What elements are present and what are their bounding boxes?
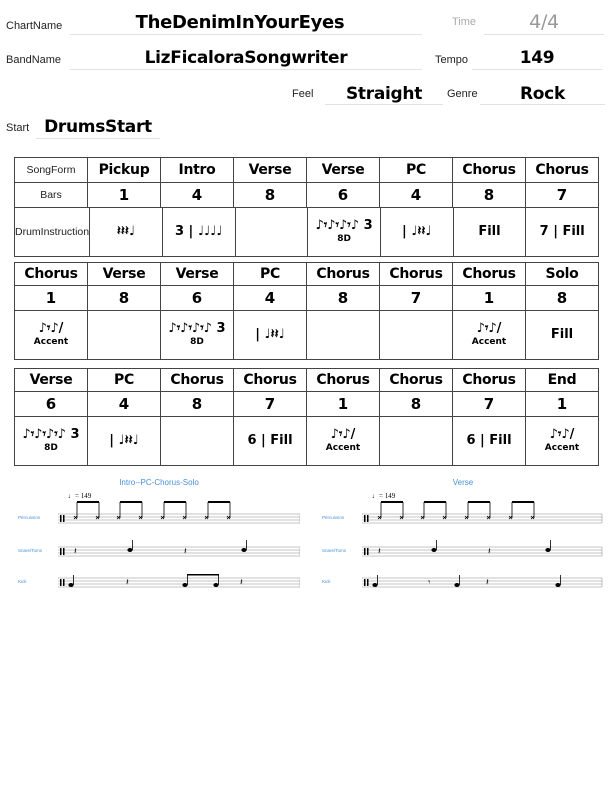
svg-text:𝄽: 𝄽 — [240, 578, 243, 588]
bars-cell[interactable]: 8 — [160, 392, 233, 416]
song-form-grid-block-1 — [14, 157, 599, 257]
section-cell[interactable]: Intro — [160, 158, 233, 182]
instruction-notation: 6 | Fill — [247, 432, 293, 448]
section-cell[interactable]: Chorus — [24, 266, 78, 282]
instruction-notation: ♪𝄾♪/ — [38, 321, 64, 337]
instruction-notation: 3 | ♩♩♩♩ — [174, 223, 223, 239]
instruction-notation: ♪𝄾♪/ — [476, 321, 502, 337]
section-cell[interactable]: Chorus — [379, 369, 452, 391]
staff-label-snare-toms: Snare/Toms — [322, 548, 347, 553]
staff-label-snare-toms: Snare/Toms — [18, 548, 43, 553]
bars-cell[interactable]: 7 — [452, 392, 525, 416]
instruction-notation: 6 | Fill — [466, 432, 512, 448]
instruction-notation: 7 | Fill — [539, 223, 585, 239]
section-cell[interactable]: Solo — [525, 263, 598, 285]
bars-cell[interactable]: 8 — [233, 183, 306, 207]
bars-cell[interactable]: 8 — [525, 286, 598, 310]
hihat-notes — [74, 502, 230, 519]
section-cell[interactable]: Chorus — [452, 263, 525, 285]
staff-lines — [362, 514, 602, 587]
section-cell[interactable]: Chorus — [525, 158, 598, 182]
instruction-cell[interactable] — [525, 208, 598, 256]
instruction-cell[interactable] — [306, 311, 379, 359]
song-form-row-label: SongForm — [26, 164, 76, 176]
song-form-row — [15, 369, 598, 391]
staff-lines — [58, 514, 300, 587]
svg-text:𝄽: 𝄽 — [488, 547, 491, 557]
time-label: Time — [452, 16, 477, 28]
instruction-notation: ♪𝄾♪/ — [549, 427, 575, 443]
drum-staff-svg — [18, 478, 300, 598]
bars-cell[interactable]: 6 — [45, 395, 57, 413]
bars-cell[interactable]: 1 — [452, 286, 525, 310]
section-cell[interactable]: Verse — [233, 158, 306, 182]
feel-underline — [325, 104, 443, 105]
instruction-cell[interactable] — [453, 208, 526, 256]
instruction-caption: 8D — [190, 337, 204, 348]
tempo-underline — [472, 69, 602, 70]
start-value[interactable]: DrumsStart — [44, 117, 152, 137]
instruction-notation: 𝄽𝄽𝄽♩ — [116, 223, 135, 239]
drum-score-left — [18, 478, 300, 598]
section-cell[interactable]: Verse — [87, 263, 160, 285]
section-cell[interactable]: PC — [379, 158, 452, 182]
start-underline — [36, 138, 160, 139]
instruction-notation: ♪𝄾♪𝄾♪𝄾♪ 3 — [168, 321, 226, 337]
instruction-cell[interactable] — [233, 311, 306, 359]
score-title-right: Verse — [452, 478, 474, 487]
chart-name-value[interactable]: TheDenimInYourEyes — [135, 12, 345, 33]
score-title-left: Intro--PC-Chorus-Solo — [119, 478, 199, 487]
instruction-caption: 8D — [337, 234, 351, 245]
instruction-cell[interactable] — [162, 208, 235, 256]
instruction-notation: | ♩𝄽𝄽♩ — [255, 326, 285, 342]
instruction-cell[interactable] — [87, 417, 160, 465]
band-name-label: BandName — [6, 54, 62, 66]
section-cell[interactable]: Chorus — [379, 263, 452, 285]
instruction-notation: ♪𝄾♪/ — [330, 427, 356, 443]
bars-cell[interactable]: 4 — [87, 392, 160, 416]
bars-cell[interactable]: 6 — [306, 183, 379, 207]
section-cell[interactable]: End — [525, 369, 598, 391]
bars-cell[interactable]: 4 — [379, 183, 452, 207]
svg-text:𝄽: 𝄽 — [486, 578, 489, 588]
instruction-cell[interactable] — [15, 417, 87, 465]
instruction-cell[interactable] — [379, 417, 452, 465]
section-cell[interactable]: Chorus — [452, 158, 525, 182]
staff-label-percussion: Percussion — [18, 515, 41, 520]
staff-label-kick: Kick — [322, 579, 331, 584]
instruction-cell[interactable] — [307, 208, 380, 256]
section-cell[interactable]: Chorus — [160, 369, 233, 391]
feel-value[interactable]: Straight — [345, 84, 423, 104]
band-name-value[interactable]: LizFicaloraSongwriter — [144, 48, 348, 68]
bars-row-label: Bars — [40, 189, 62, 201]
bars-cell[interactable]: 4 — [233, 286, 306, 310]
genre-underline — [480, 104, 605, 105]
section-cell[interactable]: Verse — [306, 158, 379, 182]
kick-notes — [372, 575, 560, 588]
svg-text:𝄽: 𝄽 — [378, 547, 381, 557]
instruction-caption: Accent — [471, 337, 507, 348]
section-cell[interactable]: Chorus — [233, 369, 306, 391]
instruction-notation: | ♩𝄽𝄽♩ — [402, 223, 432, 239]
svg-text:𝄾: 𝄾 — [428, 578, 431, 588]
tempo-value[interactable]: 149 — [519, 48, 555, 68]
time-value[interactable]: 4/4 — [529, 11, 559, 33]
tempo-label: Tempo — [435, 54, 469, 66]
bars-cell[interactable]: 6 — [160, 286, 233, 310]
section-cell[interactable]: Chorus — [452, 369, 525, 391]
instruction-caption: Accent — [33, 337, 69, 348]
bars-cell[interactable]: 7 — [525, 183, 598, 207]
drum-staff-svg — [322, 478, 604, 598]
instruction-cell[interactable] — [235, 208, 308, 256]
section-cell[interactable]: Pickup — [87, 158, 160, 182]
bars-cell[interactable]: 1 — [306, 392, 379, 416]
tempo-mark: ♩= 149 — [68, 492, 92, 500]
instruction-cell[interactable] — [160, 311, 233, 359]
section-cell[interactable]: PC — [87, 369, 160, 391]
svg-text:𝄽: 𝄽 — [126, 578, 129, 588]
instruction-notation: Fill — [478, 223, 501, 239]
bars-row — [15, 391, 598, 416]
instruction-cell[interactable] — [380, 208, 453, 256]
genre-label: Genre — [447, 88, 478, 100]
instruction-notation: ♪𝄾♪𝄾♪𝄾♪ 3 — [22, 427, 80, 443]
instruction-cell[interactable] — [15, 311, 87, 359]
song-form-row — [15, 263, 598, 285]
start-label: Start — [6, 122, 30, 134]
instruction-cell[interactable] — [233, 417, 306, 465]
instruction-notation: ♪𝄾♪𝄾♪𝄾♪ 3 — [315, 218, 373, 234]
bars-cell[interactable]: 8 — [452, 183, 525, 207]
bars-cell[interactable]: 1 — [87, 183, 160, 207]
instruction-caption: 8D — [44, 443, 58, 454]
instruction-cell[interactable] — [160, 417, 233, 465]
snare-notes — [378, 540, 551, 557]
bars-cell[interactable]: 7 — [379, 286, 452, 310]
song-form-grid-block-2 — [14, 262, 599, 360]
section-cell[interactable]: PC — [233, 263, 306, 285]
song-form-row — [15, 158, 598, 182]
bars-cell[interactable]: 4 — [160, 183, 233, 207]
instruction-cell[interactable] — [452, 417, 525, 465]
staff-label-percussion: Percussion — [322, 515, 345, 520]
clefs — [364, 515, 369, 586]
song-form-grid-block-3 — [14, 368, 599, 466]
drum-instruction-row — [15, 207, 598, 256]
bars-cell[interactable]: 1 — [525, 392, 598, 416]
section-cell[interactable]: Verse — [29, 372, 73, 388]
section-cell[interactable]: Chorus — [306, 369, 379, 391]
drum-instruction-row — [15, 310, 598, 359]
instruction-cell[interactable] — [306, 417, 379, 465]
instruction-caption: Accent — [544, 443, 580, 454]
band-name-underline — [70, 69, 422, 70]
drum-instruction-row — [15, 416, 598, 465]
section-cell[interactable]: Verse — [160, 263, 233, 285]
bars-cell[interactable]: 8 — [306, 286, 379, 310]
instruction-cell[interactable] — [87, 311, 160, 359]
clefs — [60, 515, 65, 586]
hihat-notes — [378, 502, 534, 519]
instruction-cell[interactable] — [379, 311, 452, 359]
instruction-caption: Accent — [325, 443, 361, 454]
instruction-cell[interactable] — [452, 311, 525, 359]
genre-value[interactable]: Rock — [520, 84, 565, 104]
bars-cell[interactable]: 1 — [45, 289, 57, 307]
instruction-cell[interactable] — [525, 311, 598, 359]
chart-name-label: ChartName — [6, 20, 63, 32]
snare-notes — [74, 540, 247, 557]
time-underline — [484, 34, 604, 35]
staff-label-kick: Kick — [18, 579, 27, 584]
chart-name-underline — [70, 34, 422, 35]
drum-score-right — [322, 478, 604, 598]
bars-row — [15, 285, 598, 310]
instruction-cell[interactable] — [525, 417, 598, 465]
bars-cell[interactable]: 8 — [87, 286, 160, 310]
instruction-notation: Fill — [550, 326, 574, 342]
drum-instruction-row-label: DrumInstruction — [15, 226, 90, 238]
tempo-mark: ♩= 149 — [372, 492, 396, 500]
bars-cell[interactable]: 8 — [379, 392, 452, 416]
feel-label: Feel — [292, 88, 314, 100]
instruction-notation: | ♩𝄽𝄽♩ — [109, 432, 139, 448]
instruction-cell[interactable] — [89, 208, 162, 256]
bars-row — [15, 182, 598, 207]
bars-cell[interactable]: 7 — [233, 392, 306, 416]
section-cell[interactable]: Chorus — [306, 263, 379, 285]
svg-text:𝄽: 𝄽 — [184, 547, 187, 557]
svg-text:𝄽: 𝄽 — [74, 547, 77, 557]
